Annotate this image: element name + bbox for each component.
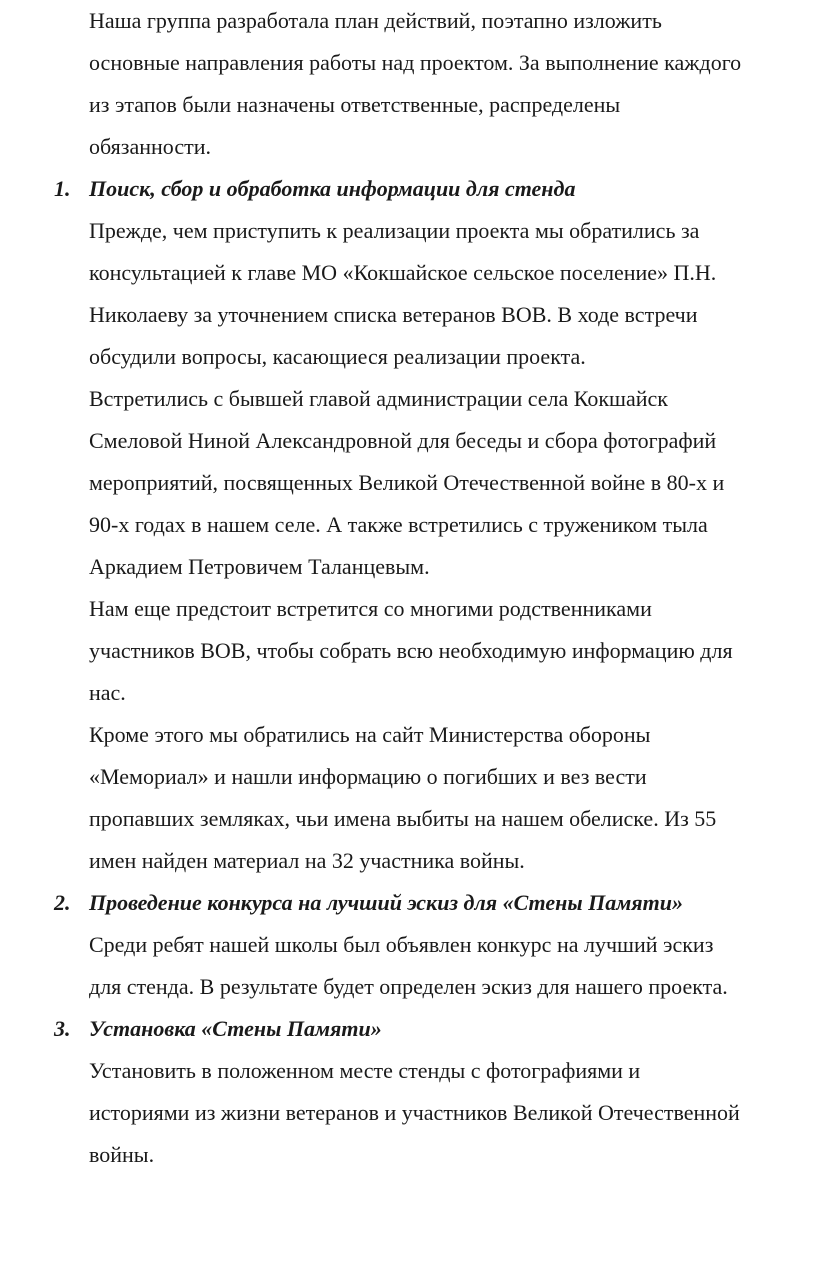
- text-line: из этапов были назначены ответственные, распределены: [89, 92, 621, 117]
- text-line: пропавших земляках, чьи имена выбиты на нашем обелиске. Из 55: [89, 806, 717, 831]
- text-line: Аркадием Петровичем Таланцевым.: [89, 554, 430, 579]
- text-line: участников ВОВ, чтобы собрать всю необходимую информацию для: [89, 638, 733, 663]
- text-line: Наша группа разработала план действий, поэтапно изложить: [89, 8, 662, 33]
- section-3-paragraph-1: [89, 1050, 816, 1176]
- section-title: Поиск, сбор и обработка информации для стенда: [89, 176, 576, 201]
- text-line: Встретились с бывшей главой администрации села Кокшайск: [89, 386, 668, 411]
- section-title: Проведение конкурса на лучший эскиз для «Стены Памяти»: [89, 890, 683, 915]
- text-line: мероприятий, посвященных Великой Отечественной войне в 80-х и: [89, 470, 725, 495]
- text-line: основные направления работы над проектом. За выполнение каждого: [89, 50, 742, 75]
- section-2-paragraph-1: [89, 924, 816, 1008]
- text-line: Николаеву за уточнением списка ветеранов ВОВ. В ходе встречи: [89, 302, 698, 327]
- text-line: «Мемориал» и нашли информацию о погибших и вез вести: [89, 764, 647, 789]
- text-line: Установить в положенном месте стенды с фотографиями и: [89, 1058, 641, 1083]
- text-line: Нам еще предстоит встретится со многими родственниками: [89, 596, 652, 621]
- document-body: [54, 0, 816, 1176]
- section-number: 1.: [54, 176, 71, 201]
- text-line: нас.: [89, 680, 126, 705]
- section-1-paragraph-4: [89, 714, 816, 882]
- section-1-paragraph-1: [89, 210, 816, 378]
- text-line: Смеловой Ниной Александровной для беседы и сбора фотографий: [89, 428, 717, 453]
- section-1-paragraph-3: [89, 588, 816, 714]
- section-heading-3: [54, 1008, 816, 1050]
- text-line: 90-х годах в нашем селе. А также встретились с тружеником тыла: [89, 512, 708, 537]
- section-heading-2: [54, 882, 816, 924]
- text-line: Среди ребят нашей школы был объявлен конкурс на лучший эскиз: [89, 932, 714, 957]
- text-line: Прежде, чем приступить к реализации проекта мы обратились за: [89, 218, 700, 243]
- text-line: Кроме этого мы обратились на сайт Министерства обороны: [89, 722, 651, 747]
- text-line: консультацией к главе МО «Кокшайское сельское поселение» П.Н.: [89, 260, 717, 285]
- text-line: обсудили вопросы, касающиеся реализации проекта.: [89, 344, 586, 369]
- section-number: 2.: [54, 890, 71, 915]
- text-line: обязанности.: [89, 134, 211, 159]
- text-line: для стенда. В результате будет определен эскиз для нашего проекта.: [89, 974, 728, 999]
- text-line: имен найден материал на 32 участника войны.: [89, 848, 525, 873]
- intro-paragraph: [89, 0, 816, 168]
- section-1-paragraph-2: [89, 378, 816, 588]
- section-number: 3.: [54, 1016, 71, 1041]
- section-heading-1: [54, 168, 816, 210]
- text-line: войны.: [89, 1142, 155, 1167]
- section-title: Установка «Стены Памяти»: [89, 1016, 382, 1041]
- text-line: историями из жизни ветеранов и участников Великой Отечественной: [89, 1100, 740, 1125]
